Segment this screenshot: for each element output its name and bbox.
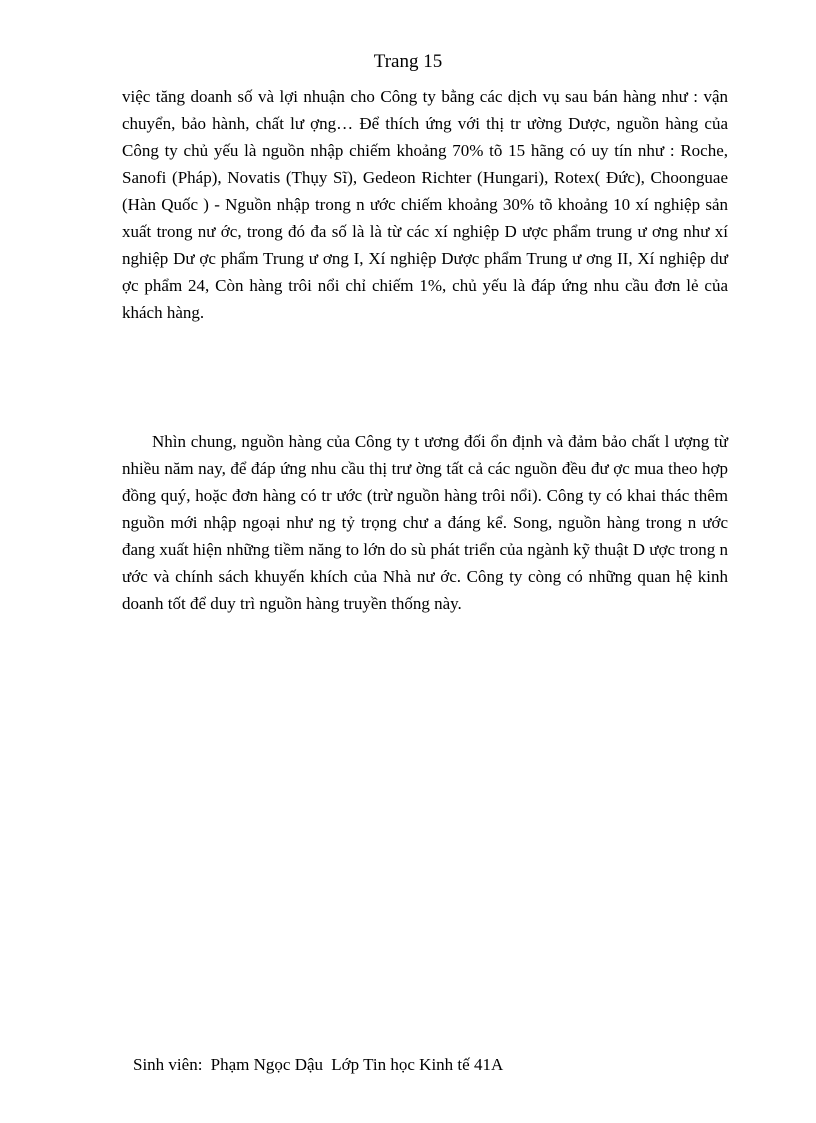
footer-student-label: Sinh viên:: [133, 1055, 203, 1074]
footer-student-name: Phạm Ngọc Dậu: [210, 1055, 324, 1074]
body-paragraph-1: việc tăng doanh số và lợi nhuận cho Công ty bằng các dịch vụ sau bán hàng như : vận chuyển, bảo hành, chất lư ợng… Để thích ứng với thị tr ường Dược, nguồn hàng của Công ty chủ yếu là nguồn nhập chiếm khoảng 70% tõ 15 hãng có uy tín như : Roche, Sanofi (Pháp), Novatis (Thụy Sĩ), Gedeon Richter (Hungari), Rotex( Đức), Choonguae (Hàn Quốc ) - Nguồn nhập trong n ước chiếm khoảng 30% tõ khoảng 10 xí nghiệp sản xuất trong nư ớc, trong đó đa số là là từ các xí nghiệp D ược phẩm trung ư ơng như xí nghiệp Dư ợc phẩm Trung ư ơng I, Xí nghiệp Dược phẩm Trung ư ơng II, Xí nghiệp dư ợc phẩm 24, Còn hàng trôi nổi chỉ chiếm 1%, chủ yếu là đáp ứng nhu cầu đơn lẻ của khách hàng.: [122, 87, 728, 322]
footer-class-label: Lớp Tin học Kinh tế 41A: [331, 1055, 504, 1074]
body-paragraph-2: Nhìn chung, nguồn hàng của Công ty t ương đối ổn định và đảm bảo chất l ượng từ nhiều năm nay, để đáp ứng nhu cầu thị trư ờng tất cả các nguồn đều đư ợc mua theo hợp đồng quý, hoặc đơn hàng có tr ước (trừ nguồn hàng trôi nổi). Công ty có khai thác thêm nguồn mới nhập ngoại như ng tỷ trọng chư a đáng kể. Song, nguồn hàng trong n ước đang xuất hiện những tiềm năng to lớn do sù phát triển của ngành kỹ thuật D ược trong n ước và chính sách khuyến khích của Nhà nư ớc. Công ty còng có những quan hệ kinh doanh tốt để duy trì nguồn hàng truyền thống này.: [122, 432, 728, 613]
page-number-header: Trang 15: [373, 51, 443, 72]
page-footer: [133, 1053, 503, 1077]
